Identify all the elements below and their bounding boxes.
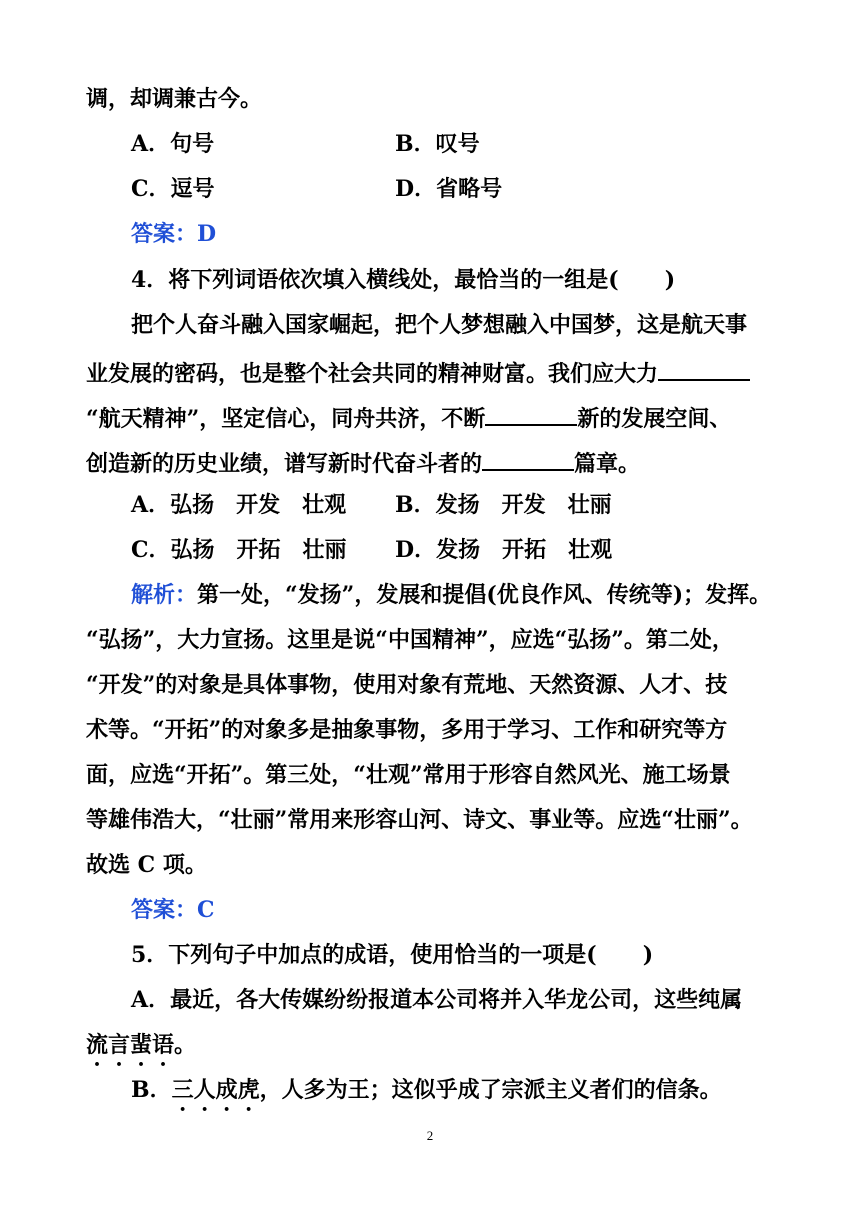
q4-passage-line-1: 把个人奋斗融入国家崛起，把个人梦想融入中国梦，这是航天事 bbox=[131, 312, 748, 338]
q5-option-a-line-2 bbox=[86, 1030, 196, 1071]
fill-blank-1 bbox=[658, 355, 750, 381]
q3-option-b: B．叹号 bbox=[395, 131, 480, 157]
q4-analysis-line-6: 等雄伟浩大，“壮丽”常用来形容山河、诗文、事业等。应选“壮丽”。 bbox=[86, 807, 753, 833]
q4-options-row-1 bbox=[131, 490, 612, 520]
q3-stem-tail: 调，却调兼古今。 bbox=[86, 86, 263, 112]
q4-passage-text: 篇章。 bbox=[574, 451, 641, 477]
q5-option-b-text: ，人多为王；这似乎成了宗派主义者们的信条。 bbox=[259, 1077, 722, 1103]
fill-blank-3 bbox=[482, 445, 574, 471]
q5-stem bbox=[131, 940, 653, 970]
q4-analysis-line-1 bbox=[131, 580, 771, 610]
q3-option-c: C．逗号 bbox=[131, 176, 215, 202]
fill-blank-2 bbox=[485, 400, 577, 426]
q4-analysis-line-2: “弘扬”，大力宣扬。这里是说“中国精神”，应选“弘扬”。第二处， bbox=[86, 627, 734, 653]
answer-label: 答案： bbox=[131, 897, 198, 923]
q4-passage-text: “航天精神”，坚定信心，同舟共济，不断 bbox=[86, 406, 486, 432]
q4-analysis-line-5: 面，应选“开拓”。第三处，“壮观”常用于形容自然风光、施工场景 bbox=[86, 762, 731, 788]
q3-option-a: A．句号 bbox=[131, 131, 215, 157]
q4-passage-text: 新的发展空间、 bbox=[577, 406, 732, 432]
q3-answer bbox=[131, 219, 216, 249]
q4-analysis-line-7: 故选 C 项。 bbox=[86, 852, 207, 878]
q4-answer bbox=[131, 895, 215, 925]
q5-option-a-end: 。 bbox=[174, 1032, 197, 1058]
answer-label: 答案： bbox=[131, 221, 198, 247]
q4-option-b: B．发扬 开发 壮丽 bbox=[395, 492, 612, 518]
q5-option-a-line-1: A．最近，各大传媒纷纷报道本公司将并入华龙公司，这些纯属 bbox=[131, 987, 743, 1013]
dotted-idiom: 三人成虎 bbox=[171, 1077, 260, 1103]
q5-stem-close: ) bbox=[642, 942, 654, 968]
q4-stem bbox=[131, 265, 675, 295]
q5-option-b bbox=[131, 1075, 722, 1116]
q5-stem-text: 5．下列句子中加点的成语，使用恰当的一项是( bbox=[131, 942, 597, 968]
q5-option-b-prefix: B． bbox=[131, 1077, 172, 1103]
q3-option-d: D．省略号 bbox=[395, 176, 503, 202]
q4-option-c: C．弘扬 开拓 壮丽 bbox=[131, 537, 347, 563]
q4-analysis-line-4: 术等。“开拓”的对象多是抽象事物，多用于学习、工作和研究等方 bbox=[86, 717, 728, 743]
q4-option-a: A．弘扬 开发 壮观 bbox=[131, 492, 347, 518]
q4-options-row-2 bbox=[131, 535, 613, 565]
q4-analysis-line-3: “开发”的对象是具体事物，使用对象有荒地、天然资源、人才、技 bbox=[86, 672, 728, 698]
analysis-text: 第一处，“发扬”，发展和提倡(优良作风、传统等)；发挥。 bbox=[197, 582, 772, 608]
q4-passage-text: 业发展的密码，也是整个社会共同的精神财富。我们应大力 bbox=[86, 361, 659, 387]
answer-value: C bbox=[197, 897, 215, 923]
answer-value: D bbox=[197, 221, 217, 247]
q4-passage-text: 创造新的历史业绩，谱写新时代奋斗者的 bbox=[86, 451, 483, 477]
q4-passage-line-2 bbox=[86, 355, 750, 389]
q3-options-row-1 bbox=[131, 129, 480, 159]
q4-passage-line-4 bbox=[86, 445, 640, 479]
dotted-idiom: 流言蜚语 bbox=[86, 1032, 175, 1058]
q4-stem-text: 4．将下列词语依次填入横线处，最恰当的一组是( bbox=[131, 267, 619, 293]
q4-passage-line-3 bbox=[86, 400, 731, 434]
page-number: 2 bbox=[426, 1128, 434, 1143]
q4-option-d: D．发扬 开拓 壮观 bbox=[395, 537, 613, 563]
q3-options-row-2 bbox=[131, 174, 503, 204]
analysis-label: 解析： bbox=[131, 582, 198, 608]
q4-stem-close: ) bbox=[664, 267, 676, 293]
